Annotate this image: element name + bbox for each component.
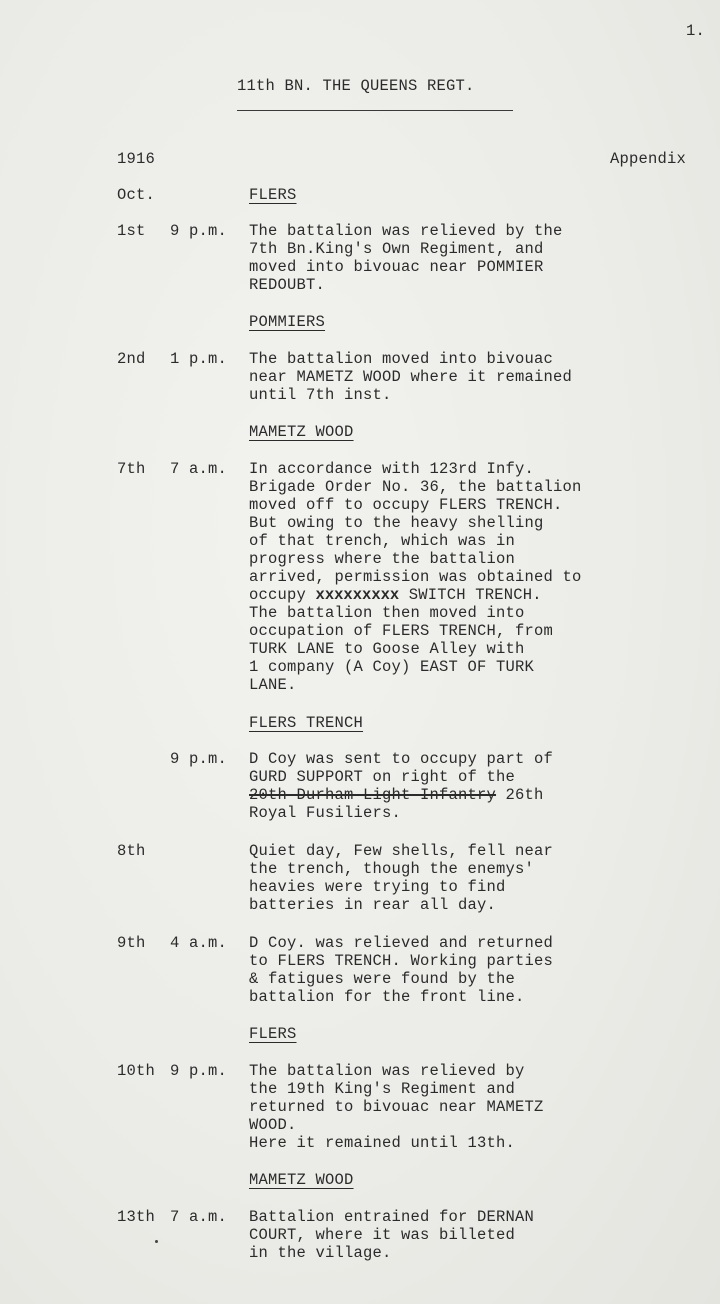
entry-line: 7th Bn.King's Own Regiment, and: [249, 240, 544, 258]
entry-line: the trench, though the enemys': [249, 860, 535, 878]
entry-line: Here it remained until 13th.: [249, 1134, 516, 1152]
entry-line: to FLERS TRENCH. Working parties: [249, 952, 554, 970]
entry-time: 1 p.m.: [170, 350, 228, 368]
entry-line: Royal Fusiliers.: [249, 804, 402, 822]
entry-line: moved off to occupy FLERS TRENCH.: [249, 496, 563, 514]
entry-line: until 7th inst.: [249, 386, 392, 404]
page-title: 11th BN. THE QUEENS REGT.: [237, 77, 475, 95]
location-heading: FLERS: [249, 186, 297, 204]
entry-line: & fatigues were found by the: [249, 970, 516, 988]
entry-line: progress where the battalion: [249, 550, 516, 568]
entry-line: heavies were trying to find: [249, 878, 506, 896]
entry-line: Battalion entrained for DERNAN: [249, 1208, 535, 1226]
entry-line: battalion for the front line.: [249, 988, 525, 1006]
entry-line: of that trench, which was in: [249, 532, 516, 550]
entry-line: The battalion was relieved by the: [249, 222, 563, 240]
entry-line: But owing to the heavy shelling: [249, 514, 544, 532]
entry-line: 1 company (A Coy) EAST OF TURK: [249, 658, 535, 676]
entry-line: the 19th King's Regiment and: [249, 1080, 516, 1098]
location-heading: POMMIERS: [249, 313, 326, 331]
title-rule: [237, 110, 513, 111]
entry-line: batteries in rear all day.: [249, 896, 497, 914]
struck-out-text: 20th Durham Light Infantry: [249, 786, 497, 804]
entry-line: Quiet day, Few shells, fell near: [249, 842, 554, 860]
entry-line: Brigade Order No. 36, the battalion: [249, 478, 582, 496]
line-prefix: occupy: [249, 586, 316, 604]
entry-day: 9th: [117, 934, 146, 952]
entry-line-with-strikeout: [249, 786, 544, 804]
entry-day: 7th: [117, 460, 146, 478]
entry-time: 9 p.m.: [170, 1062, 228, 1080]
entry-line: The battalion was relieved by: [249, 1062, 525, 1080]
year: 1916: [117, 150, 156, 168]
location-heading: MAMETZ WOOD: [249, 423, 354, 441]
struck-out-text: xxxxxxxxx: [315, 586, 400, 604]
entry-line: moved into bivouac near POMMIER: [249, 258, 544, 276]
location-heading: FLERS TRENCH: [249, 714, 364, 732]
appendix-label: Appendix: [610, 150, 687, 168]
entry-day: 8th: [117, 842, 146, 860]
entry-line: WOOD.: [249, 1116, 297, 1134]
entry-line: In accordance with 123rd Infy.: [249, 460, 535, 478]
entry-line: occupation of FLERS TRENCH, from: [249, 622, 554, 640]
entry-line: REDOUBT.: [249, 276, 326, 294]
entry-line: arrived, permission was obtained to: [249, 568, 582, 586]
entry-time: 7 a.m.: [170, 1208, 228, 1226]
location-heading: FLERS: [249, 1025, 297, 1043]
entry-line: D Coy was sent to occupy part of: [249, 750, 554, 768]
entry-line: COURT, where it was billeted: [249, 1226, 516, 1244]
entry-line: in the village.: [249, 1244, 392, 1262]
location-heading: MAMETZ WOOD: [249, 1171, 354, 1189]
entry-day: 10th: [117, 1062, 156, 1080]
line-suffix: SWITCH TRENCH.: [399, 586, 542, 604]
entry-line: D Coy. was relieved and returned: [249, 934, 554, 952]
entry-time: 9 p.m.: [170, 222, 228, 240]
entry-line: GURD SUPPORT on right of the: [249, 768, 516, 786]
entry-time: 4 a.m.: [170, 934, 228, 952]
ink-dot: [155, 1240, 158, 1243]
entry-day: 1st: [117, 222, 146, 240]
entry-time: 7 a.m.: [170, 460, 228, 478]
line-suffix: 26th: [496, 786, 544, 804]
entry-line: The battalion moved into bivouac: [249, 350, 554, 368]
entry-line: returned to bivouac near MAMETZ: [249, 1098, 544, 1116]
entry-line: near MAMETZ WOOD where it remained: [249, 368, 573, 386]
page-number: 1.: [686, 22, 706, 40]
month: Oct.: [117, 186, 156, 204]
entry-day: 2nd: [117, 350, 146, 368]
entry-line: LANE.: [249, 676, 297, 694]
entry-line: The battalion then moved into: [249, 604, 525, 622]
entry-time: 9 p.m.: [170, 750, 228, 768]
entry-line: TURK LANE to Goose Alley with: [249, 640, 525, 658]
entry-line-with-strikeout: [249, 586, 542, 604]
entry-day: 13th: [117, 1208, 156, 1226]
